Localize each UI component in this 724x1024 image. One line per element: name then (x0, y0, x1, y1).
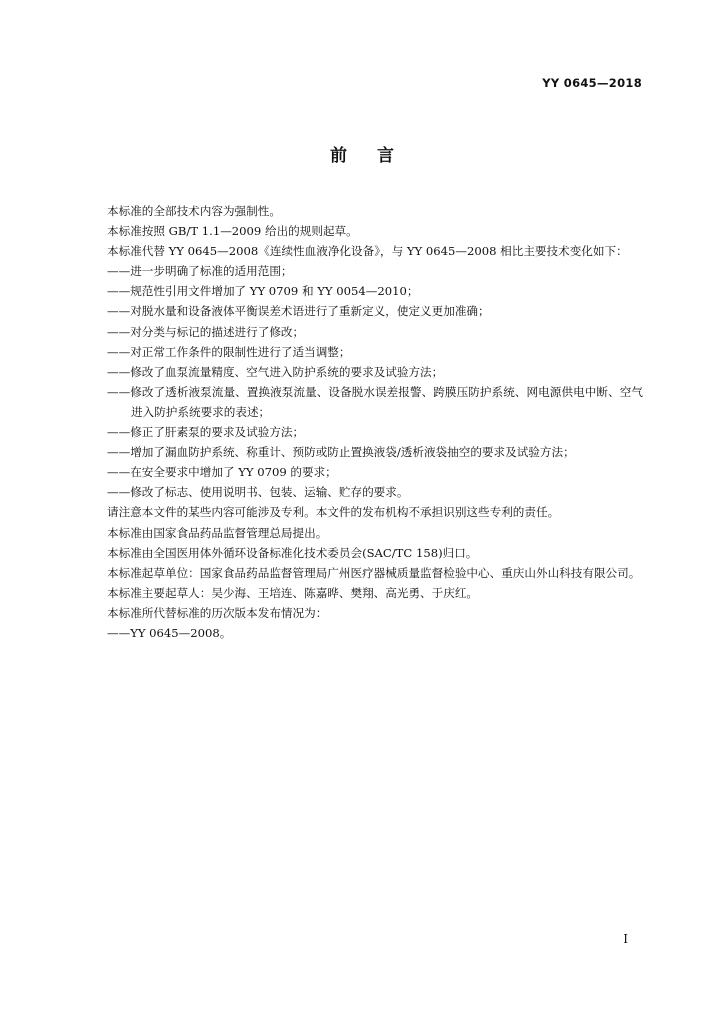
history-item: ——YY 0645—2008。 (107, 625, 232, 640)
paragraph-drafting-units: 本标准起草单位：国家食品药品监督管理局广州医疗器械质量监督检验中心、重庆山外山科技有限公司。 (107, 565, 641, 580)
paragraph-patent-notice: 请注意本文件的某些内容可能涉及专利。本文件的发布机构不承担识别这些专利的责任。 (107, 505, 560, 520)
document-code: YY 0645—2018 (542, 76, 642, 90)
paragraph-replacement: 本标准代替 YY 0645—2008《连续性血液净化设备》，与 YY 0645—2008 相比主要技术变化如下： (107, 244, 628, 259)
page-number: I (623, 932, 628, 946)
paragraph-drafters: 本标准主要起草人：吴少海、王培连、陈嘉晔、樊翔、高光勇、于庆红。 (107, 585, 479, 600)
change-item: ——对分类与标记的描述进行了修改； (107, 324, 305, 339)
change-item: ——进一步明确了标准的适用范围； (107, 264, 293, 279)
document-body (83, 201, 643, 643)
paragraph-mandatory: 本标准的全部技术内容为强制性。 (107, 204, 281, 218)
change-item: ——增加了漏血防护系统、称重计、预防或防止置换液袋/透析液袋抽空的要求及试验方法； (107, 445, 575, 460)
paragraph-drafting-rules: 本标准按照 GB/T 1.1—2009 给出的规则起草。 (107, 224, 358, 239)
change-item: ——规范性引用文件增加了 YY 0709 和 YY 0054—2010； (107, 284, 419, 299)
change-item: ——修正了肝素泵的要求及试验方法； (107, 425, 305, 440)
change-item: ——修改了透析液泵流量、置换液泵流量、设备脱水误差报警、跨膜压防护系统、网电源供电中断、空气进入防护系统要求的表述； (107, 384, 643, 419)
section-title: 前言 (330, 146, 424, 166)
change-item: ——在安全要求中增加了 YY 0709 的要求； (107, 465, 337, 480)
paragraph-committee: 本标准由全国医用体外循环设备标准化技术委员会(SAC/TC 158)归口。 (107, 545, 478, 560)
change-item: ——对正常工作条件的限制性进行了适当调整； (107, 344, 351, 359)
change-item: ——修改了血泵流量精度、空气进入防护系统的要求及试验方法； (107, 364, 444, 379)
change-item: ——对脱水量和设备液体平衡误差术语进行了重新定义，使定义更加准确； (107, 304, 490, 319)
paragraph-proposer: 本标准由国家食品药品监督管理总局提出。 (107, 525, 328, 540)
paragraph-history: 本标准所代替标准的历次版本发布情况为： (107, 605, 328, 620)
change-item: ——修改了标志、使用说明书、包装、运输、贮存的要求。 (107, 485, 409, 500)
